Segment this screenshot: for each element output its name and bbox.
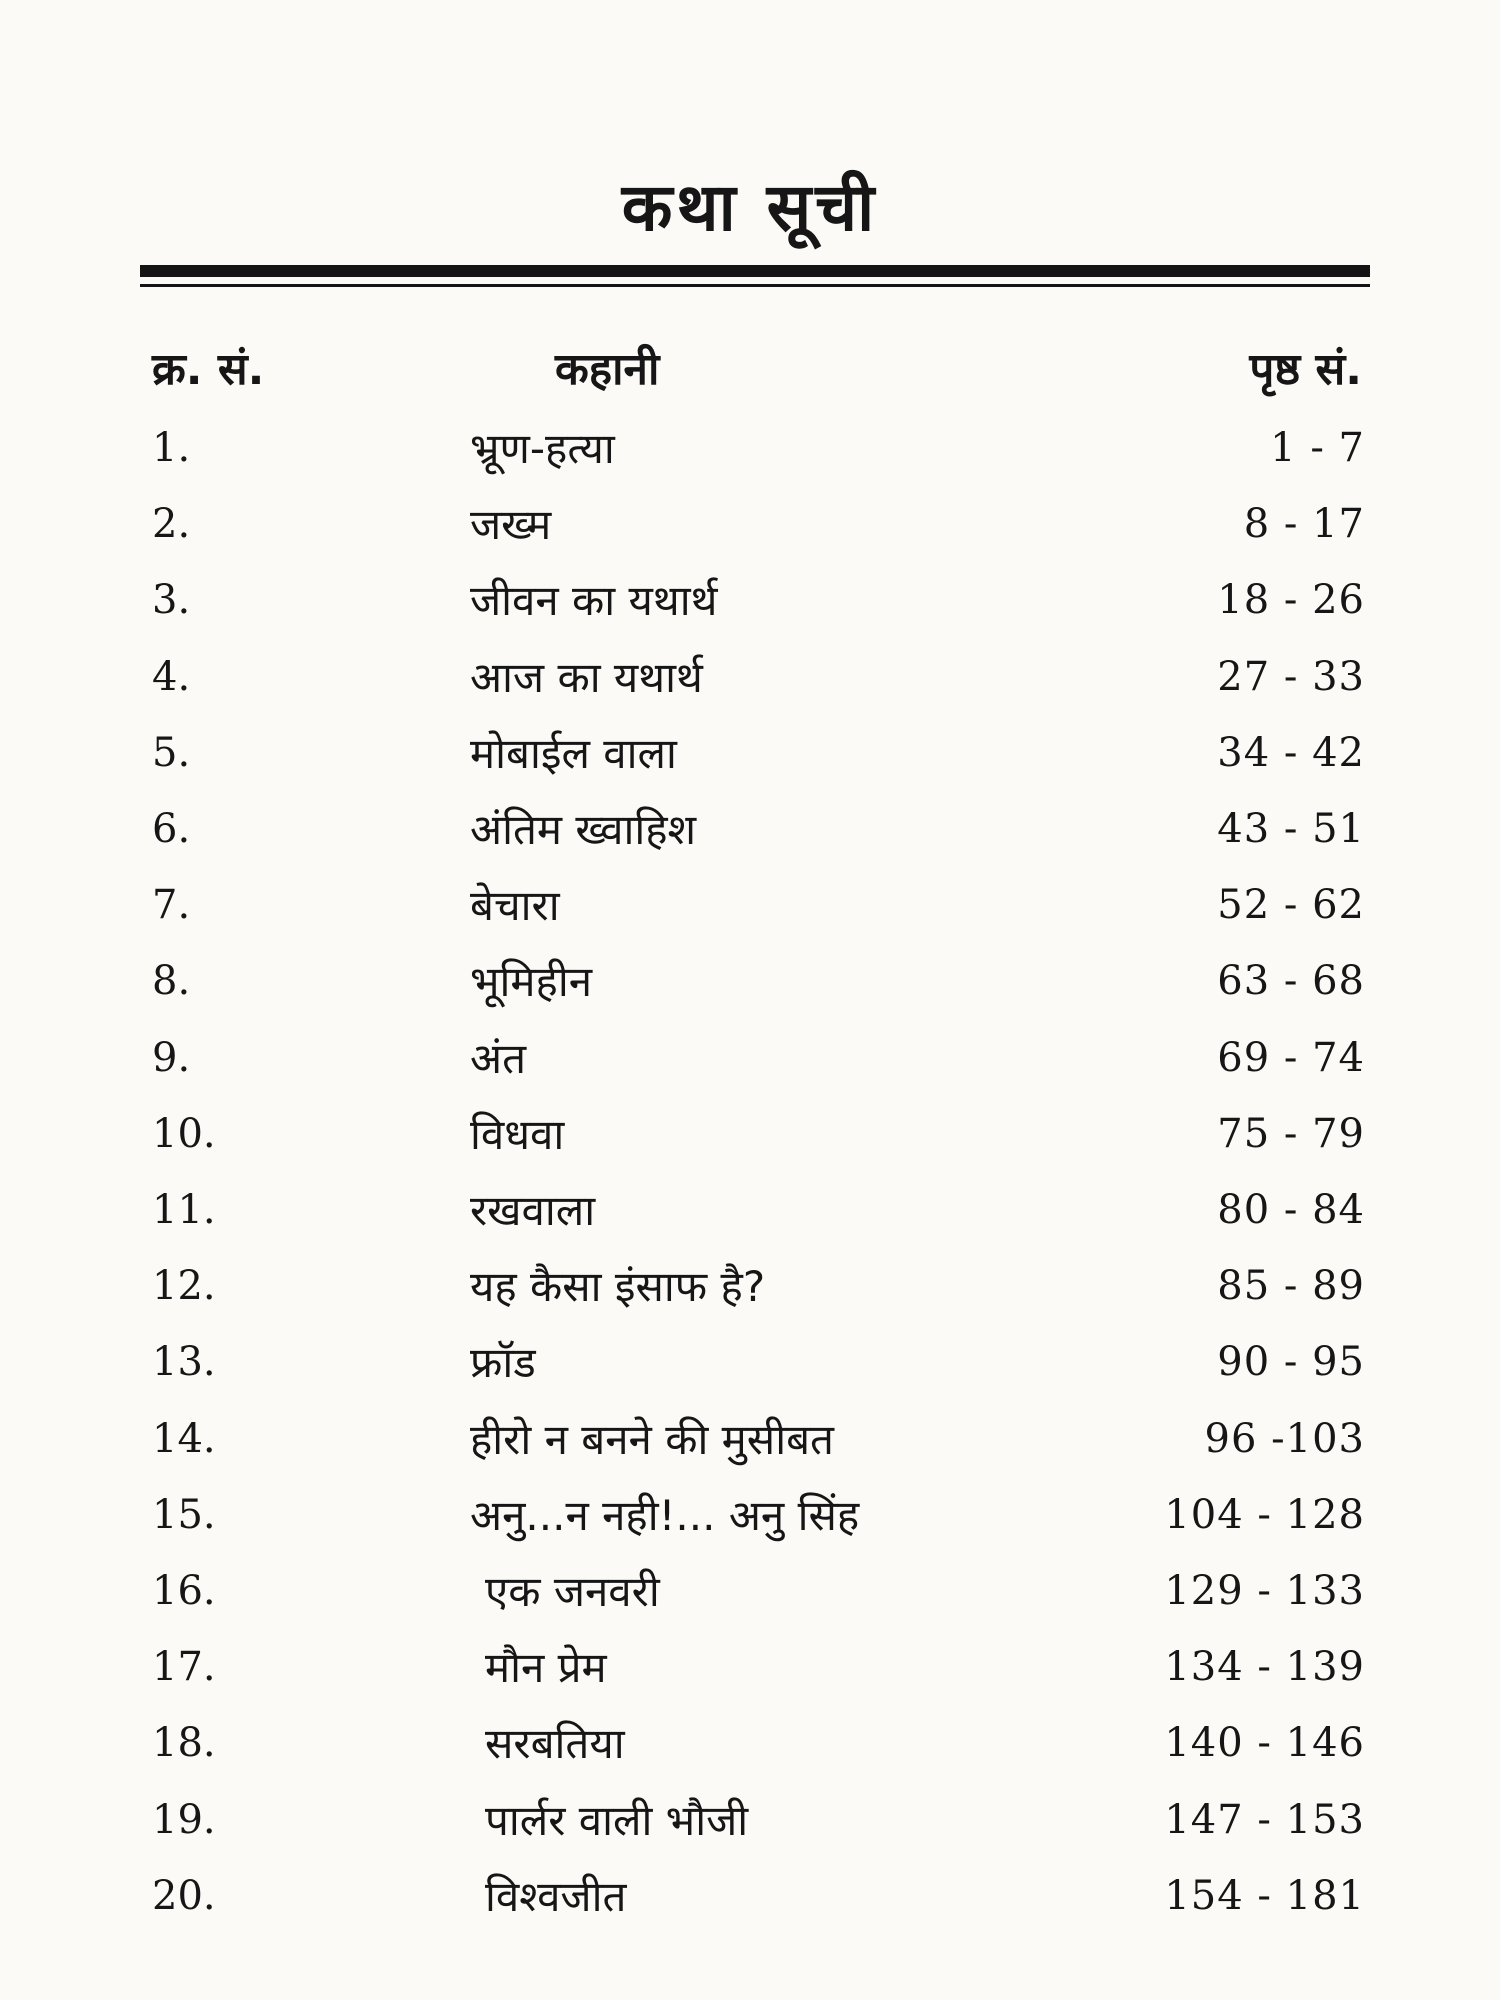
header-story: कहानी (555, 344, 660, 395)
entry-story-title: विश्वजीत (485, 1871, 627, 1921)
entry-page-range: 34 - 42 (1217, 729, 1365, 776)
entry-page-range: 129 - 133 (1164, 1568, 1365, 1614)
entry-page-range: 140 - 146 (1164, 1720, 1365, 1767)
entry-page-range: 8 - 17 (1243, 501, 1365, 548)
entry-page-range: 80 - 84 (1217, 1187, 1365, 1233)
entry-story-title: जख्म (470, 500, 552, 550)
entry-number: 14. (152, 1415, 216, 1462)
list-item (0, 1109, 1500, 1174)
entry-story-title: भ्रूण-हत्या (470, 424, 615, 473)
entry-number: 17. (152, 1644, 216, 1691)
entry-story-title: रखवाला (470, 1186, 596, 1235)
list-item (0, 424, 1500, 488)
entry-number: 20. (152, 1872, 216, 1919)
list-item (0, 805, 1500, 869)
list-item (0, 1567, 1500, 1631)
entry-page-range: 90 - 95 (1217, 1339, 1365, 1386)
entry-story-title: हीरो न बनने की मुसीबत (470, 1414, 834, 1464)
entry-page-range: 96 -103 (1204, 1415, 1365, 1462)
entry-page-range: 43 - 51 (1217, 806, 1365, 852)
entry-page-range: 63 - 68 (1217, 958, 1365, 1005)
entry-number: 12. (152, 1263, 216, 1310)
table-header (0, 344, 1500, 408)
entry-page-range: 147 - 153 (1164, 1796, 1365, 1843)
entry-story-title: बेचारा (470, 881, 560, 931)
entry-number: 4. (152, 653, 191, 700)
list-item (0, 500, 1500, 564)
title-rule-thin (140, 284, 1370, 287)
list-item (0, 728, 1500, 793)
entry-number: 2. (152, 501, 191, 548)
list-item (0, 1643, 1500, 1707)
list-item (0, 1871, 1500, 1936)
entry-number: 19. (152, 1796, 216, 1843)
entry-page-range: 52 - 62 (1217, 882, 1365, 929)
list-item (0, 1414, 1500, 1479)
entry-number: 15. (152, 1491, 216, 1538)
entry-story-title: अंत (470, 1033, 527, 1083)
entry-story-title: मौन प्रेम (485, 1643, 607, 1693)
list-item (0, 1719, 1500, 1783)
title-rule-thick (140, 265, 1370, 277)
entry-story-title: यह कैसा इंसाफ है? (470, 1262, 766, 1312)
entry-page-range: 104 - 128 (1164, 1491, 1365, 1538)
list-item (0, 1338, 1500, 1402)
entry-story-title: मोबाईल वाला (470, 728, 677, 778)
entry-number: 1. (152, 425, 191, 471)
entry-story-title: एक जनवरी (485, 1567, 660, 1616)
entry-page-range: 75 - 79 (1217, 1110, 1365, 1157)
list-item (0, 652, 1500, 717)
entry-page-range: 134 - 139 (1164, 1644, 1365, 1691)
entry-story-title: आज का यथार्थ (470, 652, 703, 702)
entry-number: 16. (152, 1568, 216, 1614)
entry-number: 10. (152, 1110, 216, 1157)
entry-number: 5. (152, 729, 191, 776)
list-item (0, 1490, 1500, 1555)
entry-number: 18. (152, 1720, 216, 1767)
list-item (0, 1262, 1500, 1326)
header-pages: पृष्ठ सं. (1249, 344, 1362, 395)
entry-number: 13. (152, 1339, 216, 1386)
list-item (0, 957, 1500, 1021)
list-item (0, 1795, 1500, 1860)
entry-page-range: 27 - 33 (1217, 653, 1365, 700)
entry-page-range: 154 - 181 (1164, 1872, 1365, 1919)
entry-number: 9. (152, 1034, 191, 1081)
list-item (0, 1186, 1500, 1250)
entry-number: 8. (152, 958, 191, 1005)
entry-story-title: फ्रॉड (470, 1338, 536, 1388)
entry-page-range: 18 - 26 (1217, 577, 1365, 624)
list-item (0, 576, 1500, 640)
entry-number: 7. (152, 882, 191, 929)
entry-story-title: सरबतिया (485, 1719, 625, 1769)
entry-page-range: 1 - 7 (1270, 425, 1365, 471)
entry-number: 3. (152, 577, 191, 624)
entry-page-range: 85 - 89 (1217, 1263, 1365, 1310)
page-title: कथा सूची (621, 169, 879, 246)
entry-story-title: जीवन का यथार्थ (470, 576, 718, 626)
entry-story-title: विधवा (470, 1109, 565, 1159)
entry-page-range: 69 - 74 (1217, 1034, 1365, 1081)
entry-number: 6. (152, 806, 191, 852)
entry-number: 11. (152, 1187, 216, 1233)
entry-story-title: अनु...न नही!... अनु सिंह (470, 1490, 860, 1540)
header-serial: क्र. सं. (152, 344, 265, 395)
list-item (0, 881, 1500, 945)
entry-story-title: अंतिम ख्वाहिश (470, 805, 697, 854)
list-item (0, 1033, 1500, 1098)
entry-story-title: भूमिहीन (470, 957, 593, 1007)
entry-story-title: पार्लर वाली भौजी (485, 1795, 749, 1845)
